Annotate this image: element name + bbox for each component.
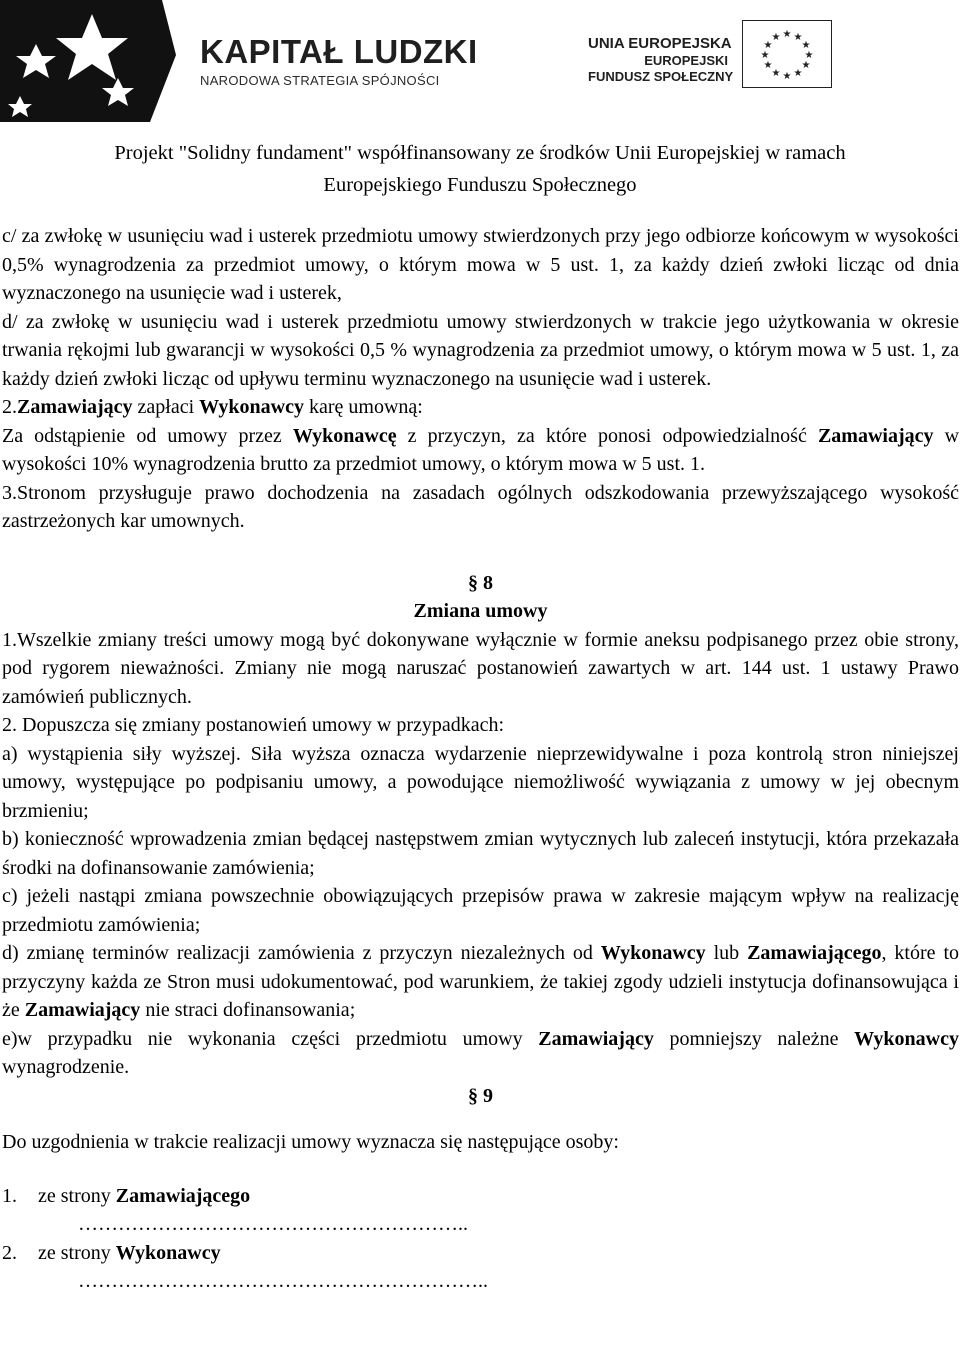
project-header-line-2: Europejskiego Funduszu Społecznego <box>323 174 637 196</box>
eu-line-2: EUROPEJSKI <box>644 53 728 68</box>
d-zamawiajacego: Zamawiającego <box>747 942 882 964</box>
section-8-item-e <box>2 1025 959 1082</box>
paragraph-2-detail <box>2 422 959 479</box>
svg-text:★: ★ <box>782 29 792 40</box>
svg-text:★: ★ <box>771 68 781 79</box>
e-zamawiajacy: Zamawiający <box>538 1027 654 1050</box>
d-text-1: d) zmianę terminów realizacji zamówienia z przyczyn niezależnych od <box>2 942 601 964</box>
svg-text:★: ★ <box>763 60 773 71</box>
d-wykonawcy: Wykonawcy <box>600 942 706 964</box>
svg-text:★: ★ <box>771 32 781 43</box>
list-party: Wykonawcy <box>115 1241 221 1264</box>
section-8-number: § 8 <box>468 571 493 594</box>
kapital-ludzki-logo-mark <box>0 0 180 122</box>
paragraph-d: d/ za zwłokę w usunięciu wad i usterek przedmiotu umowy stwierdzonych w trakcie jego użytkowania w okresie trwania rękojmi lub gwarancji w wysokości 0,5 % wynagrodzenia za przedmiot umowy, o którym mowa w 5 ust. 1, za każdy dzień zwłoki licząc od upływu terminu wyznaczonego na usunięcie wad i usterek. <box>2 310 959 390</box>
project-header <box>0 137 960 201</box>
eu-flag-icon <box>742 20 832 88</box>
section-8-paragraph-2: 2. Dopuszcza się zmiany postanowień umowy w przypadkach: <box>2 714 505 736</box>
section-9-paragraph: Do uzgodnienia w trakcie realizacji umowy wyznacza się następujące osoby: <box>2 1131 619 1153</box>
svg-text:★: ★ <box>793 68 803 79</box>
section-8-item-a: a) wystąpienia siły wyższej. Siła wyższa oznacza wydarzenie nieprzewidywalne i poza kontrolą stron niniejszej umowy, występujące po podpisaniu umowy, a powodujące niemożliwość wywiązania z umowy w jej obecnym brzmieniu; <box>2 742 959 822</box>
document-body <box>2 222 959 1296</box>
p2x-text-3: w wysokości 10% wynagrodzenia brutto za przedmiot umowy, o którym mowa w 5 ust. 1. <box>2 424 960 475</box>
p2-wykonawcy: Wykonawcy <box>199 396 304 418</box>
d-text-4: nie straci dofinansowania; <box>140 999 356 1021</box>
e-wykonawcy: Wykonawcy <box>854 1027 959 1050</box>
section-8-item-b: b) konieczność wprowadzenia zmian będącej następstwem zmian wytycznych lub zaleceń instytucji, która przekazała środki na dofinansowanie zamówienia; <box>2 828 959 879</box>
p2x-text-2: z przyczyn, za które ponosi odpowiedzialność <box>396 424 818 447</box>
signature-line: …………………………………………………….. <box>78 1270 488 1292</box>
e-text-2: pomniejszy należne <box>653 1027 855 1050</box>
paragraph-c: c/ za zwłokę w usunięciu wad i usterek przedmiotu umowy stwierdzonych przy jego odbiorze końcowym w wysokości 0,5% wynagrodzenia za przedmiot umowy, o którym mowa w 5 ust. 1, za każdy dzień zwłoki licząc od dnia wyznaczonego na usunięcie wad i usterek, <box>2 225 959 304</box>
e-text-3: wynagrodzenie. <box>2 1056 130 1078</box>
svg-text:★: ★ <box>804 50 814 61</box>
svg-text:★: ★ <box>760 50 770 61</box>
p2-text-1: zapłaci <box>132 396 200 418</box>
list-item <box>2 1182 959 1211</box>
d-text-2: lub <box>705 942 748 964</box>
eu-line-3: FUNDUSZ SPOŁECZNY <box>588 69 734 84</box>
list-item <box>2 1239 959 1268</box>
p2x-zamawiajacy: Zamawiający <box>817 424 934 447</box>
kapital-ludzki-subtitle: NARODOWA STRATEGIA SPÓJNOŚCI <box>200 73 440 88</box>
section-8-item-c: c) jeżeli nastąpi zmiana powszechnie obowiązujących przepisów prawa w zakresie mającym wpływ na realizację przedmiotu zamówienia; <box>2 885 959 936</box>
signature-line: ………………………………………………….. <box>78 1213 468 1235</box>
kapital-ludzki-title: KAPITAŁ LUDZKI <box>200 33 478 70</box>
list-text: ze strony <box>38 1241 116 1264</box>
svg-text:★: ★ <box>801 60 811 71</box>
svg-text:★: ★ <box>793 32 803 43</box>
svg-text:★: ★ <box>763 40 773 51</box>
paragraph-2 <box>2 393 959 422</box>
svg-text:★: ★ <box>782 71 792 82</box>
spacer <box>2 1110 959 1128</box>
section-8-title: Zmiana umowy <box>413 600 548 622</box>
paragraph-3: 3.Stronom przysługuje prawo dochodzenia na zasadach ogólnych odszkodowania przewyższającego wysokość zastrzeżonych kar umownych. <box>2 481 959 532</box>
p2-zamawiajacy: Zamawiający <box>17 396 133 418</box>
section-8-paragraph-1: 1.Wszelkie zmiany treści umowy mogą być dokonywane wyłącznie w formie aneksu podpisanego przez obie strony, pod rygorem nieważności. Zmiany nie mogą naruszać postanowień zawartych w art. 144 ust. 1 ustawy Prawo zamówień publicznych. <box>2 628 959 708</box>
list-text: ze strony <box>38 1184 116 1207</box>
svg-text:★: ★ <box>801 40 811 51</box>
list-number: 2. <box>2 1241 17 1264</box>
e-text-1: e)w przypadku nie wykonania części przedmiotu umowy <box>2 1027 539 1050</box>
list-number: 1. <box>2 1184 17 1207</box>
eu-line-1: UNIA EUROPEJSKA <box>588 35 732 52</box>
d-zamawiajacy: Zamawiający <box>24 999 141 1021</box>
p2x-text-1: Za odstąpienie od umowy przez <box>2 424 293 447</box>
eu-funds-text <box>588 35 734 85</box>
section-8-item-d <box>2 939 959 1025</box>
project-header-line-1: Projekt "Solidny fundament" współfinansowany ze środków Unii Europejskiej w ramach <box>114 142 846 164</box>
list-party: Zamawiającego <box>115 1184 251 1207</box>
p2x-wykonawce: Wykonawcę <box>292 424 397 447</box>
logo-bar <box>0 0 960 122</box>
p2-num: 2. <box>2 396 17 418</box>
d-text-3: , które to przyczyny każda ze Stron musi udokumentować, pod warunkiem, że takiej zgody udzieli instytucja dofinansowująca i że <box>2 942 960 1021</box>
section-9-number: § 9 <box>468 1084 493 1107</box>
spacer <box>2 1157 959 1182</box>
p2-text-2: karę umowną: <box>304 396 423 418</box>
